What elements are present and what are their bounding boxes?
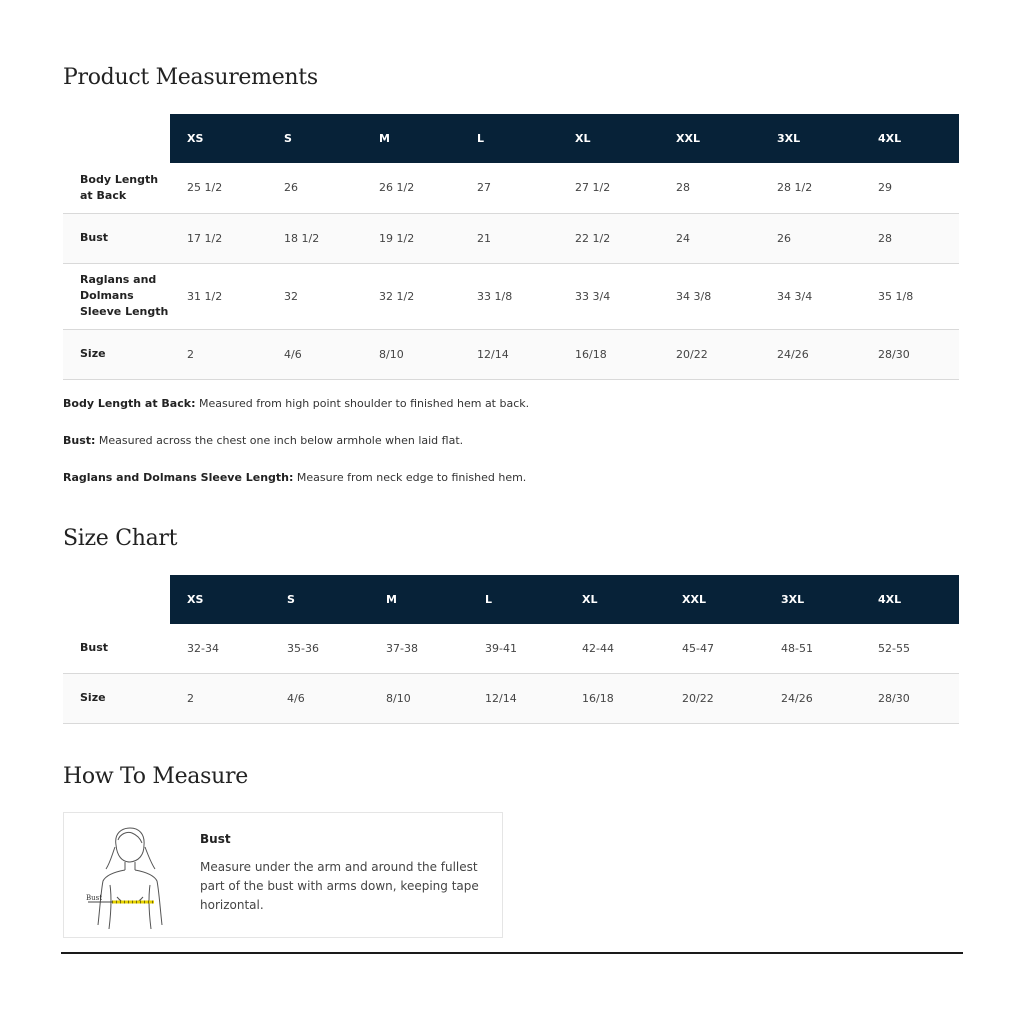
table-cell: 34 3/4 xyxy=(760,263,861,329)
product-measurements-title: Product Measurements xyxy=(63,65,318,90)
table-cell: 33 3/4 xyxy=(558,263,659,329)
table-cell: 4/6 xyxy=(270,673,369,723)
table-cell: 12/14 xyxy=(468,673,565,723)
table-cell: 28 1/2 xyxy=(760,163,861,213)
size-header: XS xyxy=(170,114,267,163)
size-header: XL xyxy=(565,575,665,624)
table-row xyxy=(63,624,959,673)
size-header: L xyxy=(468,575,565,624)
table-row xyxy=(63,673,959,723)
table-cell: 12/14 xyxy=(460,329,558,379)
table-cell: 20/22 xyxy=(659,329,760,379)
measurement-notes xyxy=(63,396,529,507)
size-header-row xyxy=(63,575,959,624)
table-cell: 4/6 xyxy=(267,329,362,379)
size-header: L xyxy=(460,114,558,163)
card-heading: Bust xyxy=(200,832,231,846)
size-chart-title: Size Chart xyxy=(63,526,178,551)
table-cell: 42-44 xyxy=(565,624,665,673)
table-cell: 28 xyxy=(861,213,959,263)
table-cell: 28/30 xyxy=(861,673,959,723)
table-cell: 16/18 xyxy=(558,329,659,379)
size-header: 4XL xyxy=(861,575,959,624)
table-cell: 29 xyxy=(861,163,959,213)
row-label: Bust xyxy=(63,213,170,263)
table-cell: 24/26 xyxy=(764,673,861,723)
table-row xyxy=(63,163,959,213)
size-header: 4XL xyxy=(861,114,959,163)
table-cell: 33 1/8 xyxy=(460,263,558,329)
table-cell: 27 xyxy=(460,163,558,213)
table-cell: 27 1/2 xyxy=(558,163,659,213)
size-header: 3XL xyxy=(760,114,861,163)
product-measurements-table xyxy=(63,114,959,380)
bust-measure-figure xyxy=(82,825,174,929)
table-cell: 21 xyxy=(460,213,558,263)
size-header-row xyxy=(63,114,959,163)
table-cell: 2 xyxy=(170,673,270,723)
note-term: Raglans and Dolmans Sleeve Length: xyxy=(63,471,294,484)
table-cell: 52-55 xyxy=(861,624,959,673)
table-cell: 32 xyxy=(267,263,362,329)
header-blank-cell xyxy=(63,114,170,163)
size-header: M xyxy=(362,114,460,163)
row-label: Raglans and Dolmans Sleeve Length xyxy=(63,263,170,329)
table-cell: 35 1/8 xyxy=(861,263,959,329)
table-cell: 35-36 xyxy=(270,624,369,673)
size-header: XS xyxy=(170,575,270,624)
row-label: Bust xyxy=(63,624,170,673)
size-header: XXL xyxy=(665,575,764,624)
table-cell: 45-47 xyxy=(665,624,764,673)
table-cell: 37-38 xyxy=(369,624,468,673)
table-cell: 26 xyxy=(760,213,861,263)
table-cell: 25 1/2 xyxy=(170,163,267,213)
table-cell: 26 1/2 xyxy=(362,163,460,213)
table-row xyxy=(63,263,959,329)
table-cell: 24/26 xyxy=(760,329,861,379)
size-header: M xyxy=(369,575,468,624)
note-term: Body Length at Back: xyxy=(63,397,196,410)
card-description: Measure under the arm and around the fullest part of the bust with arms down, keeping tape horizontal. xyxy=(200,860,479,912)
table-cell: 32 1/2 xyxy=(362,263,460,329)
size-header: S xyxy=(267,114,362,163)
table-cell: 48-51 xyxy=(764,624,861,673)
table-cell: 18 1/2 xyxy=(267,213,362,263)
note-text: Measured across the chest one inch below armhole when laid flat. xyxy=(95,434,464,447)
row-label: Size xyxy=(63,673,170,723)
table-cell: 24 xyxy=(659,213,760,263)
table-cell: 8/10 xyxy=(362,329,460,379)
table-cell: 34 3/8 xyxy=(659,263,760,329)
table-cell: 19 1/2 xyxy=(362,213,460,263)
table-cell: 16/18 xyxy=(565,673,665,723)
size-chart-table xyxy=(63,575,959,724)
note-text: Measured from high point shoulder to finished hem at back. xyxy=(195,397,530,410)
table-cell: 8/10 xyxy=(369,673,468,723)
size-header: XXL xyxy=(659,114,760,163)
table-cell: 22 1/2 xyxy=(558,213,659,263)
header-blank-cell xyxy=(63,575,170,624)
row-label: Size xyxy=(63,329,170,379)
figure-label: Bust xyxy=(86,894,103,902)
how-to-measure-title: How To Measure xyxy=(63,764,248,789)
table-cell: 2 xyxy=(170,329,267,379)
table-cell: 32-34 xyxy=(170,624,270,673)
table-cell: 39-41 xyxy=(468,624,565,673)
note-sleeve-length xyxy=(63,470,529,486)
note-body-length xyxy=(63,396,529,412)
table-row xyxy=(63,329,959,379)
table-row xyxy=(63,213,959,263)
table-cell: 17 1/2 xyxy=(170,213,267,263)
table-cell: 28 xyxy=(659,163,760,213)
row-label: Body Length at Back xyxy=(63,163,170,213)
size-header: XL xyxy=(558,114,659,163)
note-text: Measure from neck edge to finished hem. xyxy=(293,471,527,484)
note-term: Bust: xyxy=(63,434,96,447)
note-bust xyxy=(63,433,529,449)
bottom-divider xyxy=(61,952,963,954)
size-header: 3XL xyxy=(764,575,861,624)
table-cell: 28/30 xyxy=(861,329,959,379)
table-cell: 26 xyxy=(267,163,362,213)
table-cell: 20/22 xyxy=(665,673,764,723)
size-header: S xyxy=(270,575,369,624)
table-cell: 31 1/2 xyxy=(170,263,267,329)
bust-measure-card xyxy=(63,812,503,938)
